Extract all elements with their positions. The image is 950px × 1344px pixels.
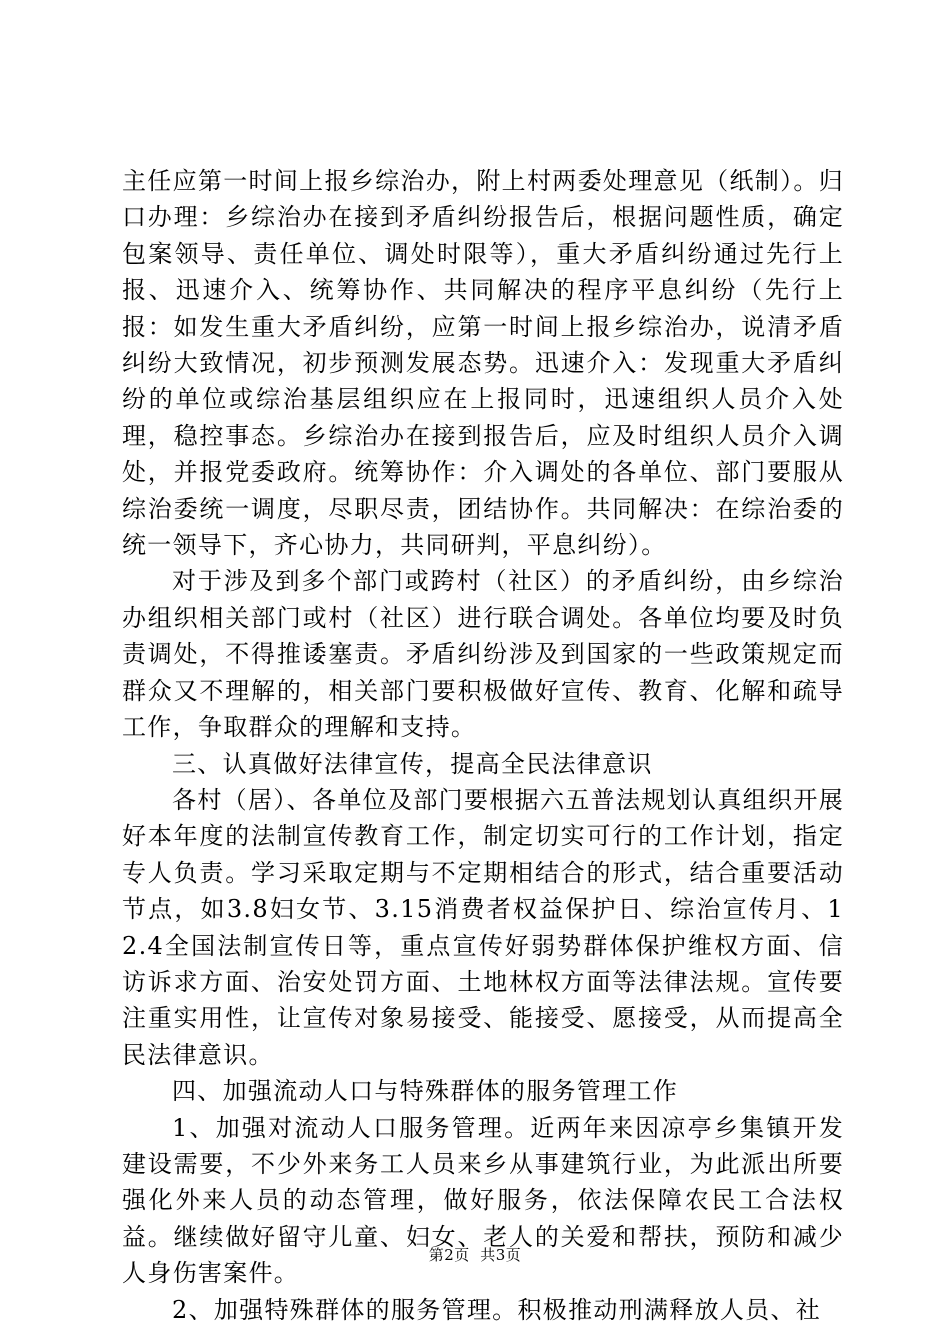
document-body <box>122 163 844 1328</box>
paragraph-2: 对于涉及到多个部门或跨村（社区）的矛盾纠纷，由乡综治办组织相关部门或村（社区）进行联合调处。各单位均要及时负责调处，不得推诿塞责。矛盾纠纷涉及到国家的一些政策规定而群众又不理解的，相关部门要积极做好宣传、教育、化解和疏导工作，争取群众的理解和支持。 <box>122 567 844 742</box>
paragraph-4: 各村（居）、各单位及部门要根据六五普法规划认真组织开展好本年度的法制宣传教育工作，制定切实可行的工作计划，指定专人负责。学习采取定期与不定期相结合的形式，结合重要活动节点，如3.8妇女节、3.15消费者权益保护日、综治宣传月、12.4全国法制宣传日等，重点宣传好弱势群体保护维权方面、信访诉求方面、治安处罚方面、土地林权方面等法律法规。宣传要注重实用性，让宣传对象易接受、能接受、愿接受，从而提高全民法律意识。 <box>122 785 844 1069</box>
page-number-label: 第2页 共3页 <box>428 1246 522 1264</box>
paragraph-6: 1、加强对流动人口服务管理。近两年来因凉亭乡集镇开发建设需要，不少外来务工人员来乡从事建筑行业，为此派出所要强化外来人员的动态管理，做好服务，依法保障农民工合法权益。继续做好留守儿童、妇女、老人的关爱和帮扶，预防和减少人身伤害案件。 <box>122 1113 844 1288</box>
paragraph-1: 主任应第一时间上报乡综治办，附上村两委处理意见（纸制）。归口办理：乡综治办在接到矛盾纠纷报告后，根据问题性质，确定包案领导、责任单位、调处时限等），重大矛盾纠纷通过先行上报、迅速介入、统筹协作、共同解决的程序平息纠纷（先行上报：如发生重大矛盾纠纷，应第一时间上报乡综治办，说清矛盾纠纷大致情况，初步预测发展态势。迅速介入：发现重大矛盾纠纷的单位或综治基层组织应在上报同时，迅速组织人员介入处理，稳控事态。乡综治办在接到报告后，应及时组织人员介入调处，并报党委政府。统筹协作：介入调处的各单位、部门要服从综治委统一调度，尽职尽责，团结协作。共同解决：在综治委的统一领导下，齐心协力，共同研判，平息纠纷）。 <box>122 167 844 560</box>
section-heading-4: 四、加强流动人口与特殊群体的服务管理工作 <box>172 1077 678 1106</box>
section-heading-3: 三、认真做好法律宣传，提高全民法律意识 <box>172 749 653 778</box>
page-footer <box>0 1244 950 1265</box>
paragraph-7: 2、加强特殊群体的服务管理。积极推动刑满释放人员、社 <box>172 1295 822 1324</box>
